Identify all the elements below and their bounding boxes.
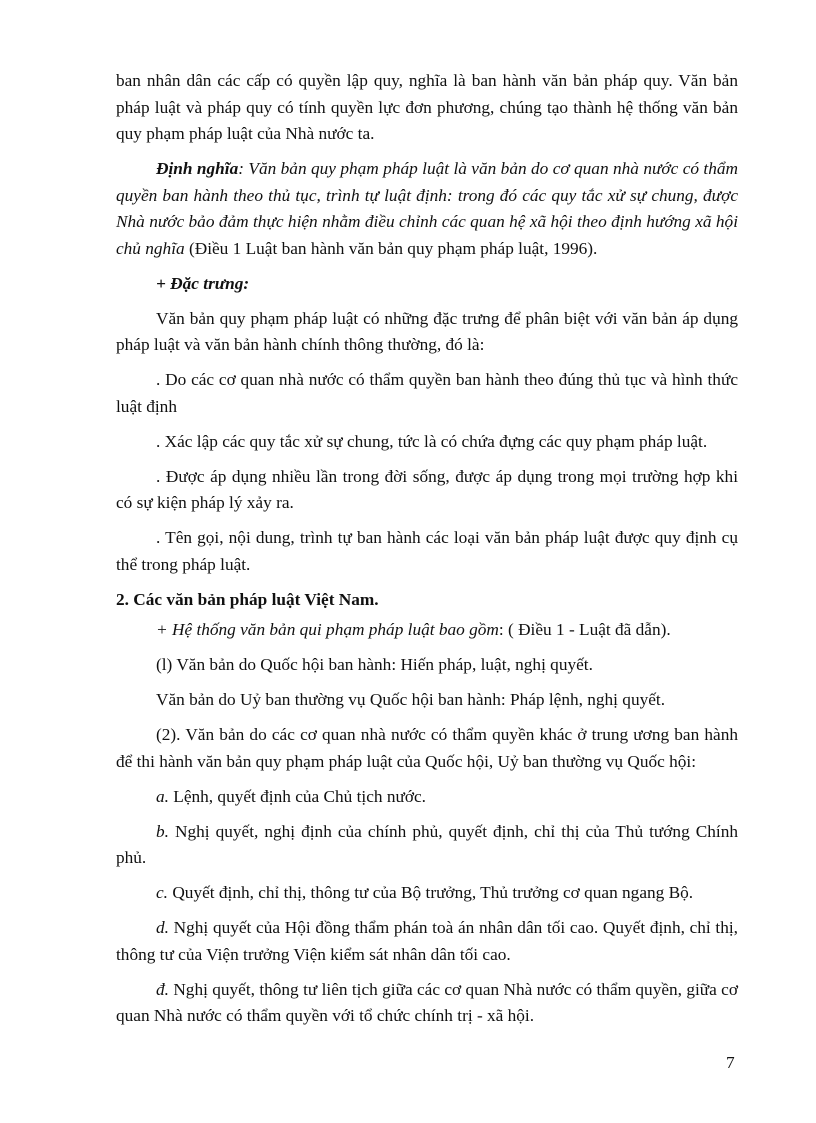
feature-item: . Xác lập các quy tắc xử sự chung, tức là có chứa đựng các quy phạm pháp luật. bbox=[156, 431, 708, 451]
definition-source: (Điều 1 Luật ban hành văn bản quy phạm pháp luật, 1996). bbox=[184, 238, 598, 258]
sub-item-text: Nghị quyết của Hội đồng thẩm phán toà án nhân dân tối cao. Quyết định, chỉ thị, thông tư của Viện trưởng Viện kiểm sát nhân dân tối cao. bbox=[116, 918, 738, 964]
sub-item-text: Lệnh, quyết định của Chủ tịch nước. bbox=[168, 786, 426, 806]
sub-item-text: Nghị quyết, nghị định của chính phủ, quyết định, chỉ thị của Thủ tướng Chính phủ. bbox=[116, 821, 738, 867]
sub-item-text: Nghị quyết, thông tư liên tịch giữa các cơ quan Nhà nước có thẩm quyền, giữa cơ quan Nhà nước có thẩm quyền với tổ chức chính trị - xã hội. bbox=[116, 979, 738, 1025]
sub-item-letter: đ. bbox=[156, 979, 169, 999]
sub-item-text: Quyết định, chỉ thị, thông tư của Bộ trưởng, Thủ trưởng cơ quan ngang Bộ. bbox=[168, 883, 694, 902]
sub-item-letter: a. bbox=[156, 786, 169, 806]
feature-item: . Được áp dụng nhiều lần trong đời sống, được áp dụng trong mọi trường hợp khi có sự kiện pháp lý xảy ra. bbox=[116, 466, 738, 512]
definition-term: Định nghĩa bbox=[156, 159, 239, 178]
section-2-heading: 2. Các văn bản pháp luật Việt Nam. bbox=[116, 589, 379, 609]
sub-item-b bbox=[116, 819, 738, 872]
sub-item-letter: c. bbox=[156, 883, 168, 902]
definition-text: : Văn bản quy phạm pháp luật là văn bản do cơ quan nhà nước có thẩm quyền ban hành theo thủ tục, trình tự luật định: trong đó các quy tắc xử sự chung, được Nhà nước bảo đảm thực hiện nhằm điều chỉnh các quan hệ xã hội theo định hướng xã hội chủ nghĩa bbox=[116, 159, 738, 258]
system-ref: : ( Điều 1 - Luật đã dẫn). bbox=[498, 620, 671, 639]
list-item-2: (2). Văn bản do các cơ quan nhà nước có thẩm quyền khác ở trung ương ban hành để thi hành văn bản quy phạm pháp luật của Quốc hội, Uỷ ban thường vụ Quốc hội: bbox=[116, 725, 738, 771]
sub-item-dd bbox=[116, 977, 738, 1030]
feature-item: . Tên gọi, nội dung, trình tự ban hành các loại văn bản pháp luật được quy định cụ thể trong pháp luật. bbox=[116, 528, 738, 574]
sub-item-d bbox=[116, 915, 738, 968]
sub-item-a bbox=[116, 784, 738, 811]
system-paragraph bbox=[116, 617, 738, 644]
page-number: 7 bbox=[726, 1053, 735, 1072]
features-intro: Văn bản quy phạm pháp luật có những đặc trưng để phân biệt với văn bản áp dụng pháp luật và văn bản hành chính thông thường, đó là: bbox=[116, 308, 738, 354]
list-item-1b: Văn bản do Uỷ ban thường vụ Quốc hội ban hành: Pháp lệnh, nghị quyết. bbox=[156, 690, 666, 709]
sub-item-c bbox=[116, 880, 738, 907]
intro-paragraph: ban nhân dân các cấp có quyền lập quy, nghĩa là ban hành văn bản pháp quy. Văn bản pháp luật và pháp quy có tính quyền lực đơn phương, chúng tạo thành hệ thống văn bản quy phạm pháp luật của Nhà nước ta. bbox=[116, 71, 738, 143]
definition-paragraph bbox=[116, 156, 738, 262]
list-item-1: (l) Văn bản do Quốc hội ban hành: Hiến pháp, luật, nghị quyết. bbox=[156, 655, 593, 674]
system-italic: + Hệ thống văn bản qui phạm pháp luật bao gồm bbox=[156, 620, 499, 639]
sub-item-letter: b. bbox=[156, 821, 169, 841]
features-heading: + Đặc trưng: bbox=[156, 273, 250, 293]
sub-item-letter: d. bbox=[156, 918, 169, 937]
document-page bbox=[116, 68, 738, 1038]
feature-item: . Do các cơ quan nhà nước có thẩm quyền ban hành theo đúng thủ tục và hình thức luật định bbox=[116, 370, 738, 416]
